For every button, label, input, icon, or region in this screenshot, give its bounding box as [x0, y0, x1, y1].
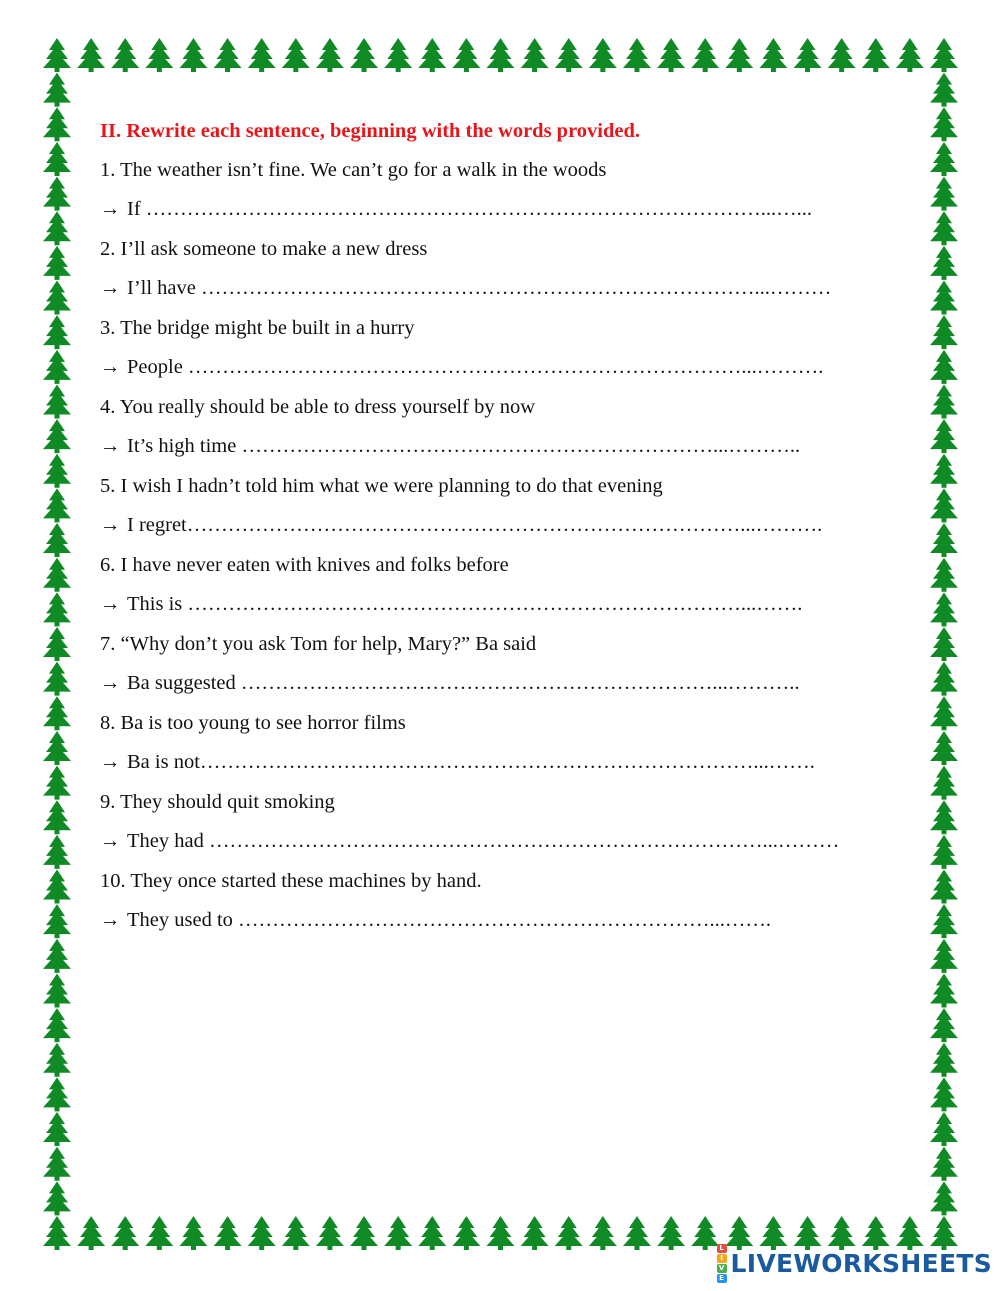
christmas-tree-icon: [384, 1216, 412, 1250]
christmas-tree-icon: [350, 38, 378, 72]
christmas-tree-icon: [862, 38, 890, 72]
logo-tile: E: [717, 1274, 727, 1283]
christmas-tree-icon: [43, 1147, 71, 1181]
christmas-tree-icon: [452, 38, 480, 72]
christmas-tree-icon: [350, 1216, 378, 1250]
christmas-tree-icon: [555, 38, 583, 72]
christmas-tree-icon: [111, 38, 139, 72]
christmas-tree-icon: [43, 177, 71, 211]
christmas-tree-icon: [282, 38, 310, 72]
answer-line-1[interactable]: [100, 195, 900, 235]
christmas-tree-icon: [930, 696, 958, 730]
christmas-tree-icon: [43, 627, 71, 661]
answer-line-3[interactable]: [100, 353, 900, 393]
liveworksheets-logo-icon: [717, 1244, 727, 1283]
christmas-tree-icon: [43, 731, 71, 765]
answer-line-8[interactable]: [100, 748, 900, 788]
christmas-tree-icon: [43, 1216, 71, 1250]
christmas-tree-icon: [111, 1216, 139, 1250]
christmas-tree-icon: [43, 1112, 71, 1146]
christmas-tree-icon: [43, 904, 71, 938]
christmas-tree-icon: [691, 38, 719, 72]
christmas-tree-icon: [657, 38, 685, 72]
answer-prompt: Ba suggested ……………………………………………………………...………..: [127, 672, 800, 694]
christmas-tree-icon: [179, 1216, 207, 1250]
answer-line-2[interactable]: [100, 274, 900, 314]
christmas-tree-icon: [43, 350, 71, 384]
christmas-tree-icon: [930, 592, 958, 626]
christmas-tree-icon: [930, 731, 958, 765]
christmas-tree-icon: [930, 939, 958, 973]
christmas-tree-icon: [43, 558, 71, 592]
christmas-tree-icon: [316, 38, 344, 72]
christmas-tree-icon: [930, 904, 958, 938]
christmas-tree-icon: [43, 419, 71, 453]
christmas-tree-icon: [930, 142, 958, 176]
christmas-tree-icon: [452, 1216, 480, 1250]
brand-name: LIVEWORKSHEETS: [730, 1249, 992, 1278]
christmas-tree-icon: [623, 38, 651, 72]
answer-prompt: They had ………………………………………………………………………...………: [127, 830, 840, 852]
christmas-tree-icon: [418, 38, 446, 72]
christmas-tree-icon: [179, 38, 207, 72]
christmas-tree-icon: [930, 870, 958, 904]
christmas-tree-icon: [43, 1181, 71, 1215]
arrow-icon: →: [100, 593, 121, 615]
christmas-tree-icon: [43, 142, 71, 176]
answer-prompt: They used to ……………………………………………………………...…….: [127, 909, 772, 931]
christmas-tree-icon: [930, 835, 958, 869]
christmas-tree-icon: [43, 1077, 71, 1111]
christmas-tree-icon: [794, 38, 822, 72]
answer-prompt: If ………………………………………………………………………………...…...: [127, 198, 813, 220]
arrow-icon: →: [100, 514, 121, 536]
christmas-tree-icon: [691, 1216, 719, 1250]
christmas-tree-icon: [418, 1216, 446, 1250]
christmas-tree-icon: [930, 1112, 958, 1146]
christmas-tree-icon: [43, 384, 71, 418]
christmas-tree-icon: [43, 38, 71, 72]
question-7: 7. “Why don’t you ask Tom for help, Mary?” Ba said: [100, 632, 537, 655]
answer-prompt: I regret………………………………………………………………………...……….: [127, 514, 823, 536]
christmas-tree-icon: [248, 1216, 276, 1250]
christmas-tree-icon: [930, 1077, 958, 1111]
christmas-tree-icon: [214, 1216, 242, 1250]
question-8: 8. Ba is too young to see horror films: [100, 711, 406, 734]
christmas-tree-icon: [43, 835, 71, 869]
christmas-tree-icon: [930, 246, 958, 280]
christmas-tree-icon: [43, 766, 71, 800]
question-3: 3. The bridge might be built in a hurry: [100, 316, 415, 339]
answer-line-5[interactable]: [100, 511, 900, 551]
christmas-tree-icon: [384, 38, 412, 72]
christmas-tree-icon: [43, 315, 71, 349]
christmas-tree-icon: [930, 800, 958, 834]
christmas-tree-icon: [930, 107, 958, 141]
christmas-tree-icon: [43, 454, 71, 488]
answer-prompt: Ba is not………………………………………………………………………...…….: [127, 751, 815, 773]
christmas-tree-icon: [43, 1008, 71, 1042]
christmas-tree-icon: [77, 1216, 105, 1250]
christmas-tree-icon: [43, 939, 71, 973]
christmas-tree-icon: [930, 1008, 958, 1042]
christmas-tree-icon: [828, 38, 856, 72]
logo-tile: V: [717, 1264, 727, 1273]
christmas-tree-icon: [930, 662, 958, 696]
christmas-tree-icon: [43, 662, 71, 696]
christmas-tree-icon: [930, 177, 958, 211]
christmas-tree-icon: [43, 73, 71, 107]
christmas-tree-icon: [930, 315, 958, 349]
christmas-tree-icon: [43, 870, 71, 904]
christmas-tree-icon: [930, 419, 958, 453]
christmas-tree-icon: [930, 766, 958, 800]
christmas-tree-icon: [930, 454, 958, 488]
christmas-tree-icon: [43, 107, 71, 141]
christmas-tree-icon: [43, 281, 71, 315]
christmas-tree-icon: [930, 627, 958, 661]
christmas-tree-icon: [930, 1147, 958, 1181]
christmas-tree-icon: [589, 38, 617, 72]
christmas-tree-icon: [487, 1216, 515, 1250]
answer-prompt: I’ll have ………………………………………………………………………...………: [127, 277, 832, 299]
logo-tile: L: [717, 1244, 727, 1253]
christmas-tree-icon: [521, 1216, 549, 1250]
christmas-tree-icon: [77, 38, 105, 72]
question-10: 10. They once started these machines by hand.: [100, 869, 482, 892]
answer-line-10[interactable]: [100, 906, 900, 946]
christmas-tree-icon: [930, 523, 958, 557]
answer-line-9[interactable]: [100, 827, 900, 867]
christmas-tree-icon: [759, 38, 787, 72]
answer-line-7[interactable]: [100, 669, 900, 709]
christmas-tree-icon: [145, 1216, 173, 1250]
arrow-icon: →: [100, 830, 121, 852]
christmas-tree-icon: [930, 211, 958, 245]
christmas-tree-icon: [282, 1216, 310, 1250]
christmas-tree-icon: [43, 488, 71, 522]
christmas-tree-icon: [930, 1181, 958, 1215]
question-9: 9. They should quit smoking: [100, 790, 335, 813]
answer-prompt: This is ………………………………………………………………………...…….: [127, 593, 803, 615]
answer-line-4[interactable]: [100, 432, 900, 472]
christmas-tree-icon: [521, 38, 549, 72]
arrow-icon: →: [100, 909, 121, 931]
christmas-tree-icon: [145, 38, 173, 72]
christmas-tree-icon: [43, 1043, 71, 1077]
worksheet: [100, 116, 900, 946]
liveworksheets-brand: [717, 1244, 992, 1283]
christmas-tree-icon: [43, 592, 71, 626]
christmas-tree-icon: [43, 696, 71, 730]
question-1: 1. The weather isn’t fine. We can’t go for a walk in the woods: [100, 158, 607, 181]
christmas-tree-icon: [930, 384, 958, 418]
arrow-icon: →: [100, 435, 121, 457]
christmas-tree-icon: [555, 1216, 583, 1250]
christmas-tree-icon: [43, 523, 71, 557]
christmas-tree-icon: [657, 1216, 685, 1250]
christmas-tree-icon: [589, 1216, 617, 1250]
christmas-tree-icon: [725, 38, 753, 72]
answer-prompt: People ………………………………………………………………………...……….: [127, 356, 824, 378]
section-heading: II. Rewrite each sentence, beginning with the words provided.: [100, 120, 641, 142]
christmas-tree-icon: [214, 38, 242, 72]
question-6: 6. I have never eaten with knives and folks before: [100, 553, 509, 576]
logo-tile: I: [717, 1254, 727, 1263]
question-2: 2. I’ll ask someone to make a new dress: [100, 237, 428, 260]
christmas-tree-icon: [487, 38, 515, 72]
arrow-icon: →: [100, 672, 121, 694]
question-4: 4. You really should be able to dress yourself by now: [100, 395, 536, 418]
answer-prompt: It’s high time ……………………………………………………………...………..: [127, 435, 801, 457]
christmas-tree-icon: [43, 800, 71, 834]
arrow-icon: →: [100, 356, 121, 378]
christmas-tree-icon: [930, 73, 958, 107]
christmas-tree-icon: [930, 488, 958, 522]
christmas-tree-icon: [930, 281, 958, 315]
christmas-tree-icon: [930, 1043, 958, 1077]
arrow-icon: →: [100, 751, 121, 773]
answer-line-6[interactable]: [100, 590, 900, 630]
christmas-tree-icon: [930, 350, 958, 384]
christmas-tree-icon: [623, 1216, 651, 1250]
christmas-tree-icon: [43, 246, 71, 280]
christmas-tree-icon: [930, 38, 958, 72]
christmas-tree-icon: [43, 973, 71, 1007]
christmas-tree-icon: [316, 1216, 344, 1250]
christmas-tree-icon: [896, 38, 924, 72]
arrow-icon: →: [100, 198, 121, 220]
question-5: 5. I wish I hadn’t told him what we were planning to do that evening: [100, 474, 663, 497]
christmas-tree-icon: [248, 38, 276, 72]
christmas-tree-icon: [930, 973, 958, 1007]
arrow-icon: →: [100, 277, 121, 299]
christmas-tree-icon: [43, 211, 71, 245]
christmas-tree-icon: [930, 558, 958, 592]
